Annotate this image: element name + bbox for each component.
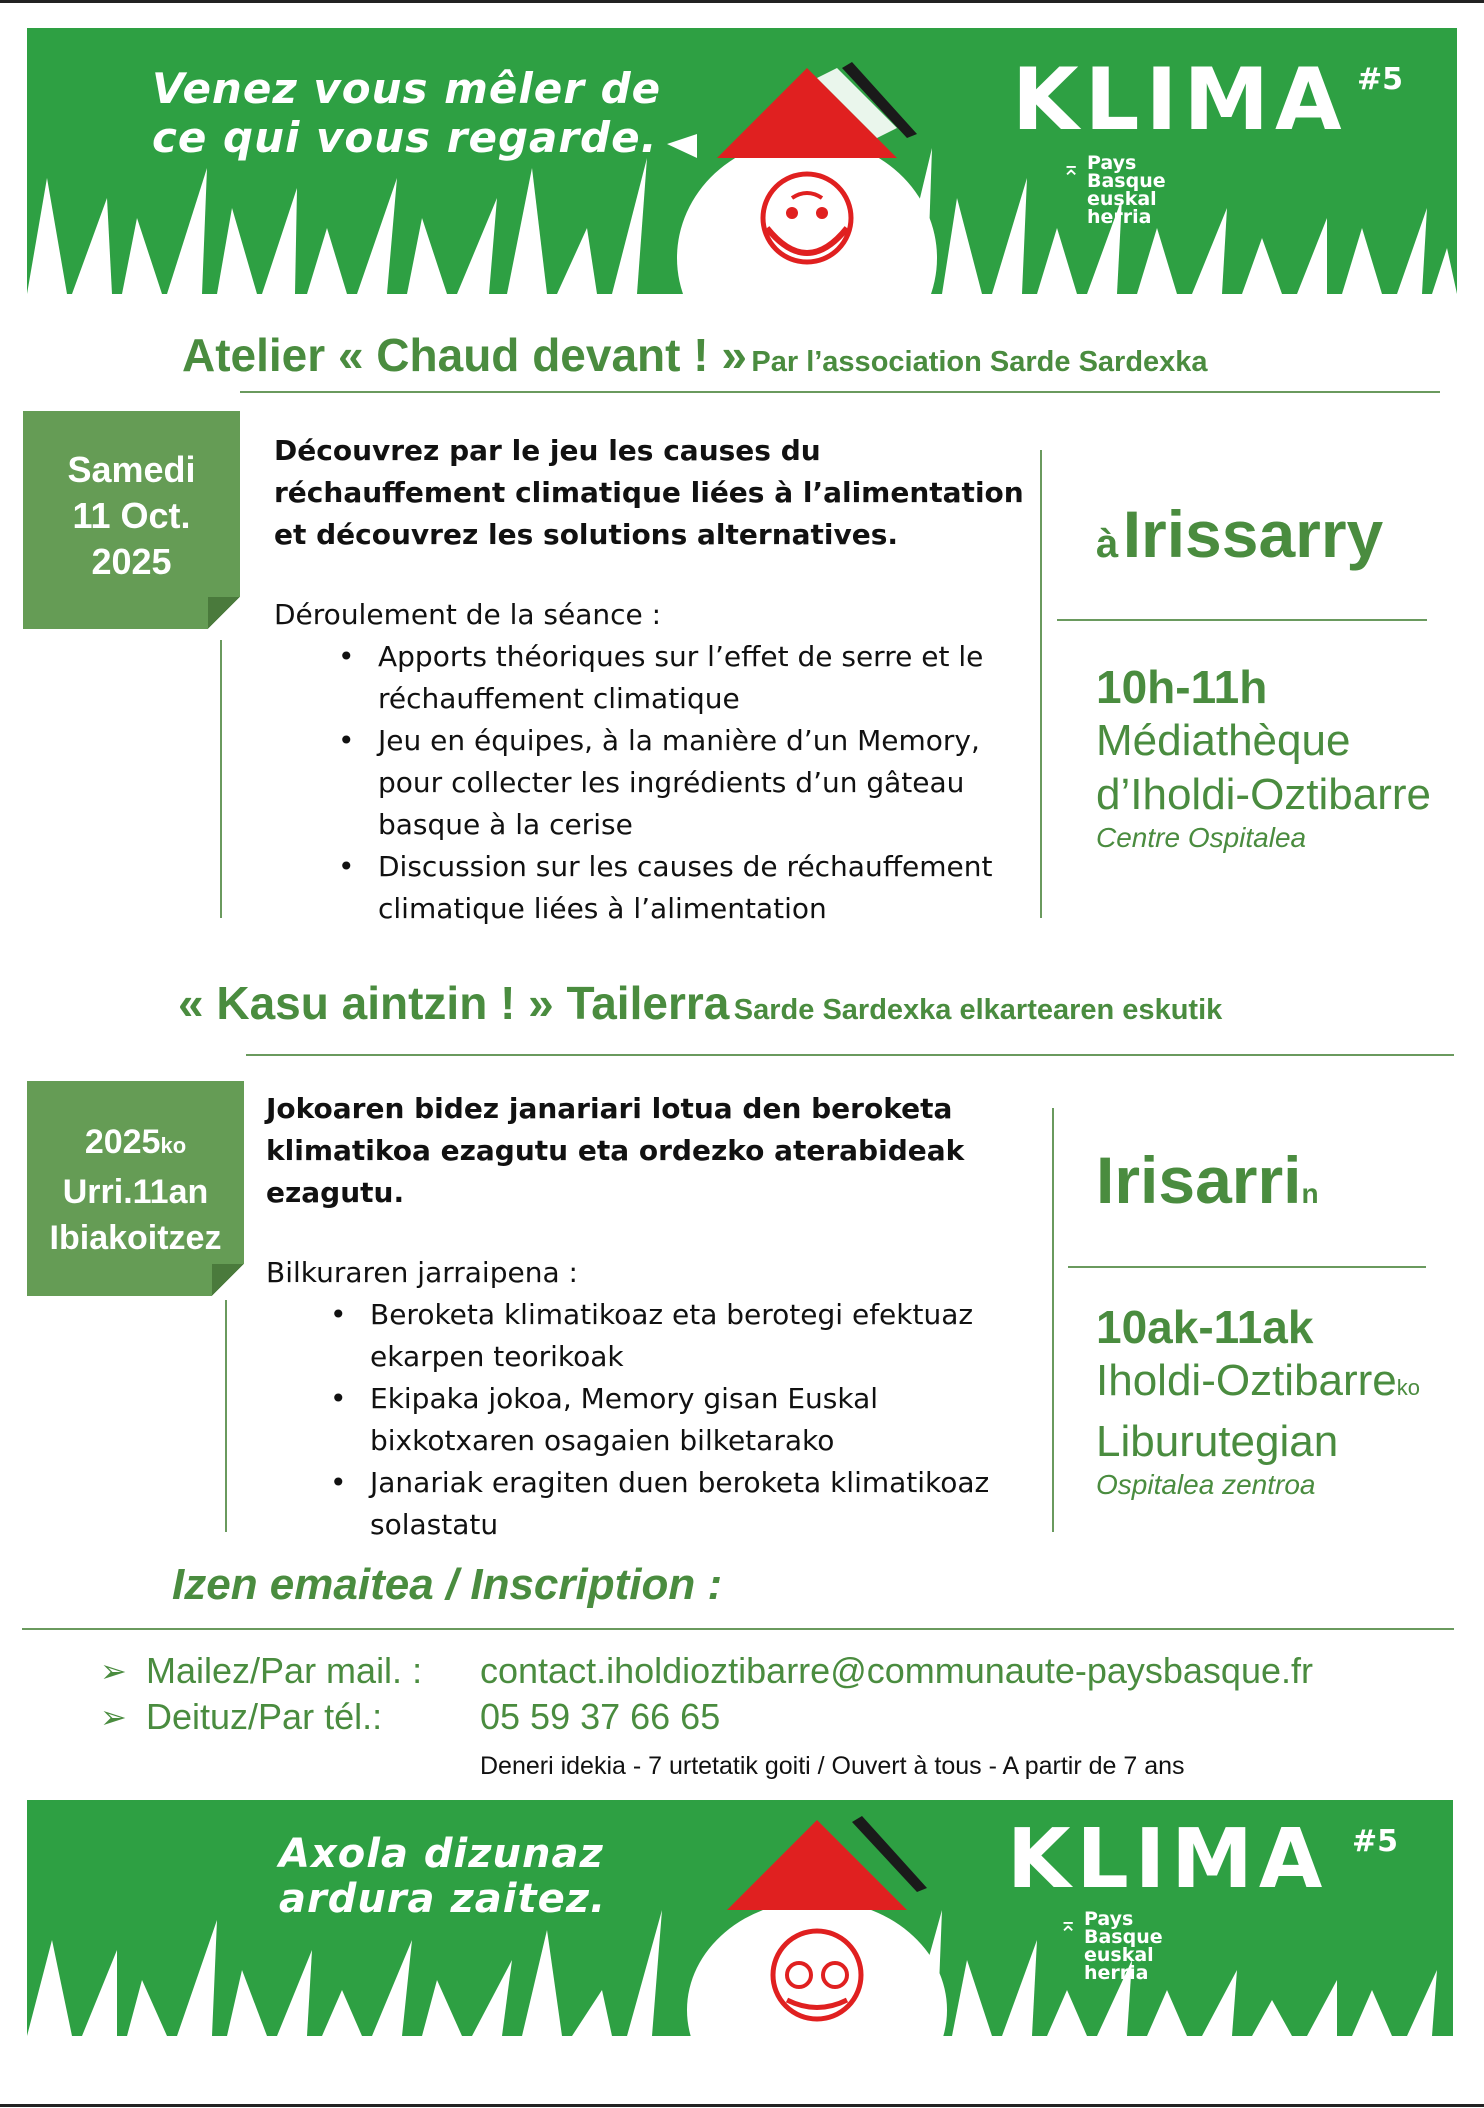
- event-eu-organizer: Sarde Sardexka elkartearen eskutik: [733, 994, 1223, 1026]
- date-line: Ibiakoitzez: [49, 1219, 222, 1257]
- tel-link[interactable]: 05 59 37 66 65: [480, 1696, 721, 1737]
- tel-label: Deituz/Par tél.:: [146, 1696, 383, 1737]
- klima-logo: KLIMA: [1007, 1812, 1329, 1907]
- mail-label: Mailez/Par mail. :: [146, 1650, 423, 1691]
- list-item: • Apports théoriques sur l’effet de serre et le réchauffement climatique: [274, 636, 1034, 720]
- banner-slogan: [152, 64, 661, 162]
- brand-line: Basque: [1087, 170, 1166, 192]
- pays-basque-brand: [1084, 1910, 1163, 1982]
- event-eu-title: [178, 976, 1222, 1030]
- brand-line: Pays: [1084, 1908, 1134, 1930]
- date-line: Samedi: [67, 449, 196, 490]
- character-illustration: [677, 1810, 957, 2030]
- divider: [22, 1628, 1454, 1630]
- slogan-line-2: ce qui vous regarde.: [152, 113, 658, 162]
- divider: [1040, 450, 1042, 918]
- event-fr-place: [1096, 496, 1383, 572]
- event-eu-title-text: « Kasu aintzin ! » Tailerra: [178, 977, 730, 1029]
- date-box-fold: [212, 1264, 244, 1296]
- event-eu-place: [1096, 1142, 1319, 1218]
- slogan-line-2: ardura zaitez.: [279, 1876, 607, 1922]
- bottom-border: [0, 2104, 1484, 2107]
- list-item: • Jeu en équipes, à la manière d’un Memory, pour collecter les ingrédients d’un gâteau basque à la cerise: [274, 720, 1034, 846]
- date-line: [27, 1119, 244, 1169]
- event-eu-program-list: [266, 1294, 1026, 1546]
- event-fr-time: 10h-11h: [1096, 661, 1268, 713]
- klima-logo: KLIMA: [1012, 50, 1348, 150]
- event-eu-time: 10ak-11ak: [1096, 1301, 1314, 1353]
- slogan-line-1: Venez vous mêler de: [152, 64, 662, 113]
- event-eu-description: [266, 1088, 1026, 1546]
- list-item: • Ekipaka jokoa, Memory gisan Euskal bixkotxaren osagaien bilketarako: [266, 1378, 1026, 1462]
- pays-basque-icon: ⌅: [1062, 156, 1081, 181]
- brand-line: herria: [1087, 206, 1152, 228]
- event-fr-organizer: Par l’association Sarde Sardexka: [751, 346, 1208, 378]
- list-item: • Discussion sur les causes de réchauffement climatique liées à l’alimentation: [274, 846, 1034, 930]
- list-item: • Janariak eragiten duen beroketa klimatikoaz solastatu: [266, 1462, 1026, 1546]
- divider: [246, 1054, 1454, 1056]
- event-fr-date-box: [23, 411, 240, 629]
- venue-line: Médiathèque: [1096, 716, 1351, 765]
- place-suffix: n: [1301, 1178, 1319, 1209]
- inscription-title: Izen emaitea / Inscription :: [172, 1560, 723, 1609]
- character-illustration: [667, 48, 947, 268]
- top-border: [0, 0, 1484, 3]
- place-name: Irisarri: [1096, 1143, 1302, 1217]
- top-banner: [27, 28, 1457, 294]
- mail-link[interactable]: contact.iholdioztibarre@communaute-paysbasque.fr: [480, 1650, 1313, 1691]
- date-year: 2025: [84, 1123, 161, 1161]
- venue-subtitle: Ospitalea zentroa: [1096, 1469, 1316, 1500]
- list-item: • Beroketa klimatikoaz eta berotegi efektuaz ekarpen teorikoak: [266, 1294, 1026, 1378]
- divider: [1068, 1266, 1426, 1268]
- divider: [220, 640, 222, 918]
- brand-line: euskal: [1087, 188, 1157, 210]
- place-prefix: à: [1096, 522, 1119, 566]
- venue-line: Liburutegian: [1096, 1417, 1339, 1466]
- event-fr-title-text: Atelier « Chaud devant ! »: [182, 329, 747, 381]
- arrow-icon: ➢: [100, 1652, 127, 1690]
- brand-line: euskal: [1084, 1944, 1154, 1966]
- event-fr-program-list: [274, 636, 1034, 930]
- venue-line: d’Iholdi-Oztibarre: [1096, 770, 1432, 819]
- edition-number: #5: [1352, 1824, 1399, 1859]
- venue-line: [1096, 1354, 1420, 1415]
- bottom-banner: [27, 1800, 1453, 2036]
- brand-line: herria: [1084, 1962, 1149, 1984]
- event-fr-title: [182, 328, 1208, 382]
- divider: [1052, 1108, 1054, 1532]
- divider: [225, 1300, 227, 1532]
- venue-subtitle: Centre Ospitalea: [1096, 822, 1307, 853]
- pays-basque-icon: ⌅: [1059, 1912, 1078, 1937]
- audience-note: Deneri idekia - 7 urtetatik goiti / Ouvert à tous - A partir de 7 ans: [480, 1752, 1185, 1780]
- banner-slogan: [279, 1832, 606, 1922]
- divider: [1057, 619, 1427, 621]
- date-box-fold: [208, 597, 240, 629]
- date-line: Urri.11an: [62, 1173, 209, 1211]
- date-line: 2025: [91, 541, 172, 582]
- event-eu-program-title: Bilkuraren jarraipena :: [266, 1256, 578, 1289]
- arrow-icon: ➢: [100, 1698, 127, 1736]
- pays-basque-brand: [1087, 154, 1166, 226]
- event-eu-lead: Jokoaren bidez janariari lotua den beroketa klimatikoa ezagutu eta ordezko aterabideak ezagutu.: [266, 1092, 965, 1209]
- venue-name: Iholdi-Oztibarre: [1096, 1356, 1397, 1405]
- event-eu-venue: [1096, 1300, 1420, 1501]
- edition-number: #5: [1357, 62, 1404, 97]
- brand-line: Basque: [1084, 1926, 1163, 1948]
- date-suffix: ko: [160, 1133, 187, 1158]
- event-fr-program-title: Déroulement de la séance :: [274, 598, 662, 631]
- slogan-line-1: Axola dizunaz: [279, 1831, 604, 1877]
- event-eu-date-box: [27, 1081, 244, 1296]
- brand-line: Pays: [1087, 152, 1137, 174]
- event-fr-venue: [1096, 660, 1431, 854]
- event-fr-lead: Découvrez par le jeu les causes du réchauffement climatique liées à l’alimentation et découvrez les solutions alternatives.: [274, 434, 1024, 551]
- divider: [240, 391, 1440, 393]
- date-line: 11 Oct.: [72, 495, 191, 536]
- venue-suffix: ko: [1396, 1375, 1421, 1400]
- event-fr-description: [274, 430, 1034, 930]
- place-name: Irissarry: [1122, 497, 1384, 571]
